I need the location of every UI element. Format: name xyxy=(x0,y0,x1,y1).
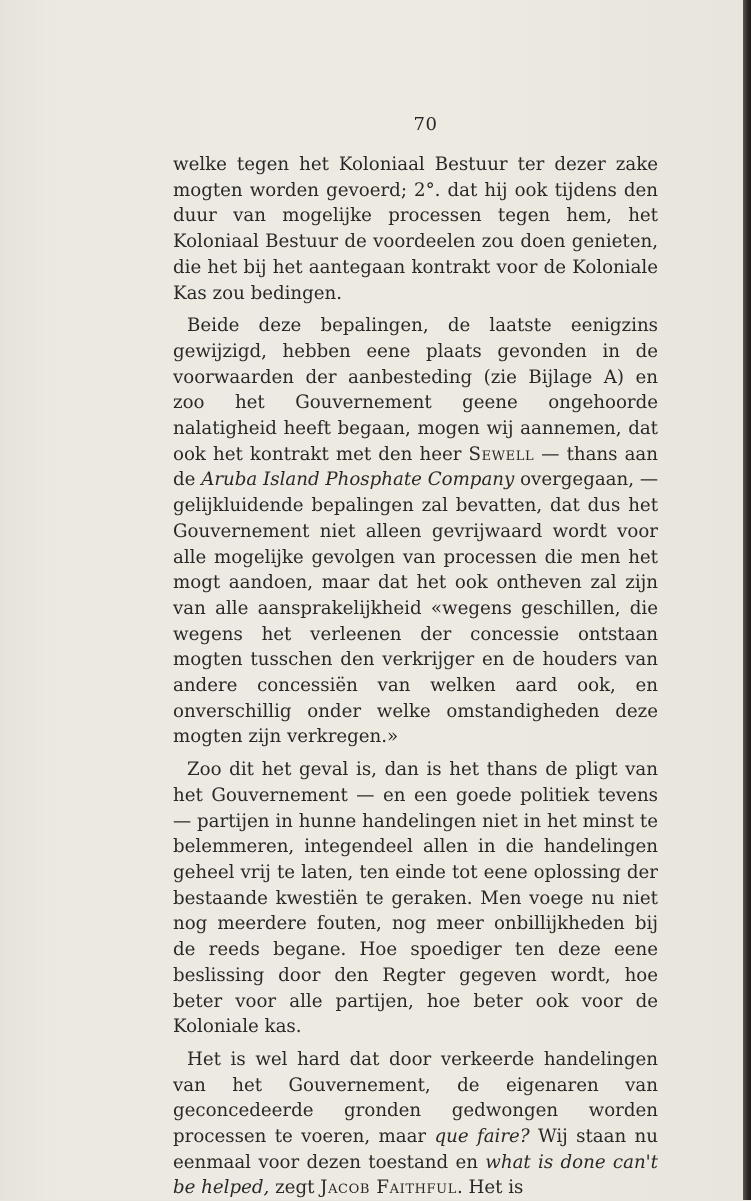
paragraph-2-text-b: — thans aan de xyxy=(173,443,658,491)
paragraph-4-text-b: Wij staan nu eenmaal voor dezen toestand en xyxy=(173,1126,658,1173)
company-name: Aruba Island Phosphate Company xyxy=(201,469,515,491)
page-number: 70 xyxy=(413,114,438,135)
phrase-english-quote: what is done can't be helped, xyxy=(173,1151,658,1199)
book-spine-edge xyxy=(743,0,751,1200)
paragraph-2-text-a: Beide deze bepalingen, de laatste eenigzins gewijzigd, hebben eene plaats gevonden in de voorwaarden der aanbesteding (zie Bijlage A) en zoo het Gouvernement geene ongehoorde nalatigheid heeft begaan, mogen wij aannemen, dat ook het kontrakt met den heer xyxy=(173,315,658,465)
paragraph-2-text-c: overgegaan, — gelijkluidende bepalingen zal bevatten, dat dus het Gouvernement niet alleen gevrijwaard wordt voor alle mogelijke gevolgen van processen die men het mogt aandoen, maar dat het ook ontheven zal zijn van alle aansprakelijkheid «wegens geschillen, die wegens het verleenen der concessie ontstaan mogten tusschen den verkrijger en de houders van andere concessiën van welken aard ook, en onverschillig onder welke omstandigheden deze mogten zijn verkregen.» xyxy=(173,469,659,748)
paragraph-4-text-a: Het is wel hard dat door verkeerde handelingen van het Gouvernement, de eigenaren van geconcedeerde gronden gedwongen worden processen te voeren, maar xyxy=(173,1048,658,1148)
paragraph-2 xyxy=(173,313,658,750)
body-text xyxy=(173,152,658,1201)
paragraph-1-text: welke tegen het Koloniaal Bestuur ter dezer zake mogten worden gevoerd; 2°. dat hij ook tijdens den duur van mogelijke processen tegen hem, het Koloniaal Bestuur de voordeelen zou doen genieten, die het bij het aantegaan kontrakt voor de Koloniale Kas zou bedingen. xyxy=(173,154,658,304)
paragraph-4 xyxy=(173,1047,658,1201)
paragraph-3 xyxy=(173,757,658,1040)
paragraph-4-text-c: zegt xyxy=(269,1177,321,1199)
phrase-que-faire: que faire? xyxy=(434,1126,530,1148)
name-jacob-faithful: Jacob Faithful xyxy=(320,1177,457,1199)
name-sewell: Sewell xyxy=(468,443,535,465)
paragraph-1 xyxy=(173,152,658,306)
paragraph-3-text: Zoo dit het geval is, dan is het thans de pligt van het Gouvernement — en een goede politiek tevens — partijen in hunne handelingen niet in het minst te belemmeren, integendeel allen in die handelingen geheel vrij te laten, ten einde tot eene oplossing der bestaande kwestiën te geraken. Men voege nu niet nog meerdere fouten, nog meer onbillijkheden bij de reeds begane. Hoe spoediger ten deze eene beslissing door den Regter gegeven wordt, hoe beter voor alle partijen, hoe beter ook voor de Koloniale kas. xyxy=(173,759,658,1038)
paragraph-4-text-d: . Het is xyxy=(456,1177,524,1199)
